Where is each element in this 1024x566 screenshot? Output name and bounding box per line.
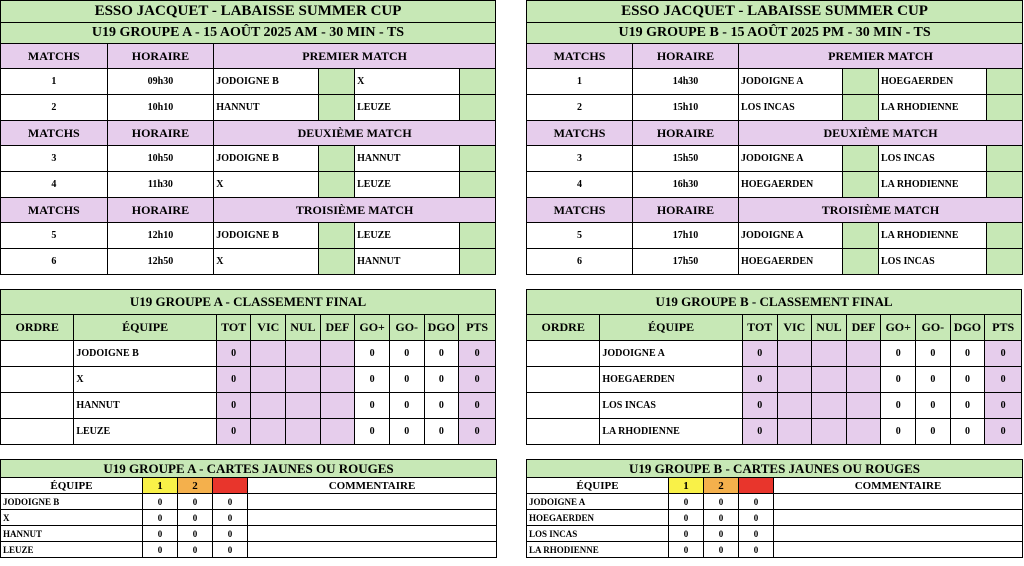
tournament-title: ESSO JACQUET - LABAISSE SUMMER CUP bbox=[1, 1, 496, 23]
match-number: 3 bbox=[527, 146, 633, 172]
rank-cell[interactable] bbox=[1, 367, 74, 393]
home-team: HANNUT bbox=[214, 95, 319, 121]
tot-value: 0 bbox=[742, 341, 777, 367]
match-time: 17h50 bbox=[633, 249, 739, 275]
rank-cell[interactable] bbox=[1, 419, 74, 445]
home-team: HOEGAERDEN bbox=[739, 249, 843, 275]
pts-value: 0 bbox=[459, 341, 496, 367]
col-pts: PTS bbox=[459, 315, 496, 341]
standings-row bbox=[527, 341, 1022, 367]
comment-cell[interactable] bbox=[774, 494, 1023, 510]
standings-row bbox=[1, 341, 496, 367]
team-name: HANNUT bbox=[74, 393, 217, 419]
away-team: LOS INCAS bbox=[879, 146, 987, 172]
nul-value bbox=[286, 393, 321, 419]
col-vic: VIC bbox=[251, 315, 286, 341]
away-score-cell[interactable] bbox=[987, 172, 1023, 198]
cards-header bbox=[1, 478, 497, 494]
yellow-card-2-header: 2 bbox=[178, 478, 213, 494]
home-score-cell[interactable] bbox=[843, 69, 879, 95]
col-equipe: ÉQUIPE bbox=[74, 315, 217, 341]
match-row bbox=[1, 95, 496, 121]
tot-value: 0 bbox=[216, 341, 251, 367]
away-score-cell[interactable] bbox=[987, 249, 1023, 275]
team-name: HOEGAERDEN bbox=[600, 367, 743, 393]
col-horaire: HORAIRE bbox=[107, 121, 214, 146]
yellow-1-count: 0 bbox=[669, 542, 704, 558]
away-score-cell[interactable] bbox=[987, 146, 1023, 172]
pts-value: 0 bbox=[985, 367, 1022, 393]
match-number: 6 bbox=[527, 249, 633, 275]
pts-value: 0 bbox=[985, 341, 1022, 367]
vic-value bbox=[251, 341, 286, 367]
cards-row bbox=[1, 542, 497, 558]
go-minus-value: 0 bbox=[389, 393, 424, 419]
dgo-value: 0 bbox=[950, 341, 985, 367]
away-team: LA RHODIENNE bbox=[879, 172, 987, 198]
col-horaire: HORAIRE bbox=[633, 121, 739, 146]
cards-row bbox=[1, 526, 497, 542]
col-team: ÉQUIPE bbox=[527, 478, 669, 494]
col-matchs: MATCHS bbox=[527, 121, 633, 146]
round-header bbox=[527, 198, 1023, 223]
match-row bbox=[527, 69, 1023, 95]
match-time: 11h30 bbox=[107, 172, 214, 198]
def-value bbox=[320, 419, 355, 445]
rank-cell[interactable] bbox=[527, 419, 600, 445]
round-header bbox=[1, 198, 496, 223]
away-team: HANNUT bbox=[355, 146, 460, 172]
away-score-cell[interactable] bbox=[459, 146, 495, 172]
team-name: JODOIGNE A bbox=[600, 341, 743, 367]
col-ordre: ORDRE bbox=[1, 315, 74, 341]
yellow-card-1-header: 1 bbox=[143, 478, 178, 494]
vic-value bbox=[251, 393, 286, 419]
red-count: 0 bbox=[213, 542, 248, 558]
comment-cell[interactable] bbox=[774, 510, 1023, 526]
col-go-minus: GO- bbox=[916, 315, 951, 341]
go-plus-value: 0 bbox=[355, 419, 390, 445]
pts-value: 0 bbox=[459, 419, 496, 445]
yellow-2-count: 0 bbox=[178, 510, 213, 526]
match-time: 15h10 bbox=[633, 95, 739, 121]
tot-value: 0 bbox=[216, 393, 251, 419]
yellow-2-count: 0 bbox=[704, 510, 739, 526]
schedule-table bbox=[526, 0, 1023, 275]
red-count: 0 bbox=[213, 510, 248, 526]
home-team: X bbox=[214, 172, 319, 198]
away-team: LA RHODIENNE bbox=[879, 223, 987, 249]
rank-cell[interactable] bbox=[527, 393, 600, 419]
yellow-2-count: 0 bbox=[178, 494, 213, 510]
home-score-cell[interactable] bbox=[843, 95, 879, 121]
match-row bbox=[527, 95, 1023, 121]
red-count: 0 bbox=[213, 494, 248, 510]
col-matchs: MATCHS bbox=[1, 44, 108, 69]
cards-row bbox=[527, 494, 1023, 510]
yellow-2-count: 0 bbox=[178, 526, 213, 542]
cards-row bbox=[1, 510, 497, 526]
tot-value: 0 bbox=[216, 367, 251, 393]
group-b-panel bbox=[526, 0, 1022, 566]
home-score-cell[interactable] bbox=[843, 146, 879, 172]
schedule-table bbox=[0, 0, 496, 275]
match-row bbox=[527, 249, 1023, 275]
def-value bbox=[320, 341, 355, 367]
red-card-header bbox=[739, 478, 774, 494]
round-header bbox=[527, 121, 1023, 146]
standings-row bbox=[1, 419, 496, 445]
away-score-cell[interactable] bbox=[459, 69, 495, 95]
team-name: HANNUT bbox=[1, 526, 143, 542]
col-tot: TOT bbox=[742, 315, 777, 341]
vic-value bbox=[777, 419, 812, 445]
go-plus-value: 0 bbox=[355, 393, 390, 419]
match-row bbox=[527, 172, 1023, 198]
go-minus-value: 0 bbox=[916, 341, 951, 367]
dgo-value: 0 bbox=[950, 393, 985, 419]
match-number: 2 bbox=[527, 95, 633, 121]
home-team: LOS INCAS bbox=[739, 95, 843, 121]
nul-value bbox=[812, 341, 847, 367]
match-number: 4 bbox=[527, 172, 633, 198]
match-number: 4 bbox=[1, 172, 108, 198]
home-team: X bbox=[214, 249, 319, 275]
standings-row bbox=[527, 393, 1022, 419]
yellow-2-count: 0 bbox=[704, 526, 739, 542]
match-number: 6 bbox=[1, 249, 108, 275]
away-score-cell[interactable] bbox=[987, 69, 1023, 95]
col-go-plus: GO+ bbox=[355, 315, 390, 341]
group-subtitle: U19 GROUPE B - 15 AOÛT 2025 PM - 30 MIN - TS bbox=[527, 23, 1023, 44]
dgo-value: 0 bbox=[424, 341, 459, 367]
col-def: DEF bbox=[320, 315, 355, 341]
away-team: LEUZE bbox=[355, 95, 460, 121]
cards-row bbox=[527, 542, 1023, 558]
team-name: JODOIGNE B bbox=[1, 494, 143, 510]
home-score-cell[interactable] bbox=[318, 249, 354, 275]
round-header bbox=[1, 44, 496, 69]
match-number: 5 bbox=[527, 223, 633, 249]
comment-cell[interactable] bbox=[248, 526, 497, 542]
match-time: 12h10 bbox=[107, 223, 214, 249]
away-team: X bbox=[355, 69, 460, 95]
team-name: JODOIGNE A bbox=[527, 494, 669, 510]
rank-cell[interactable] bbox=[527, 341, 600, 367]
yellow-card-2-header: 2 bbox=[704, 478, 739, 494]
comment-cell[interactable] bbox=[248, 494, 497, 510]
team-name: LA RHODIENNE bbox=[600, 419, 743, 445]
pts-value: 0 bbox=[985, 419, 1022, 445]
col-go-minus: GO- bbox=[389, 315, 424, 341]
col-horaire: HORAIRE bbox=[633, 44, 739, 69]
away-score-cell[interactable] bbox=[459, 95, 495, 121]
yellow-1-count: 0 bbox=[143, 494, 178, 510]
col-dgo: DGO bbox=[424, 315, 459, 341]
go-plus-value: 0 bbox=[881, 419, 916, 445]
col-matchs: MATCHS bbox=[1, 121, 108, 146]
home-score-cell[interactable] bbox=[843, 223, 879, 249]
standings-row bbox=[527, 419, 1022, 445]
standings-row bbox=[1, 367, 496, 393]
match-number: 1 bbox=[527, 69, 633, 95]
def-value bbox=[320, 393, 355, 419]
cards-row bbox=[527, 510, 1023, 526]
rank-cell[interactable] bbox=[1, 393, 74, 419]
home-score-cell[interactable] bbox=[318, 146, 354, 172]
dgo-value: 0 bbox=[950, 367, 985, 393]
away-team: LOS INCAS bbox=[879, 249, 987, 275]
match-number: 2 bbox=[1, 95, 108, 121]
def-value bbox=[846, 341, 881, 367]
team-name: LOS INCAS bbox=[600, 393, 743, 419]
team-name: X bbox=[1, 510, 143, 526]
standings-row bbox=[527, 367, 1022, 393]
col-team: ÉQUIPE bbox=[1, 478, 143, 494]
match-row bbox=[1, 223, 496, 249]
match-row bbox=[1, 172, 496, 198]
red-card-header bbox=[213, 478, 248, 494]
home-team: JODOIGNE A bbox=[739, 69, 843, 95]
standings-header bbox=[527, 315, 1022, 341]
red-count: 0 bbox=[213, 526, 248, 542]
home-team: JODOIGNE A bbox=[739, 146, 843, 172]
home-score-cell[interactable] bbox=[318, 172, 354, 198]
vic-value bbox=[251, 419, 286, 445]
tot-value: 0 bbox=[216, 419, 251, 445]
vic-value bbox=[777, 393, 812, 419]
away-team: HOEGAERDEN bbox=[879, 69, 987, 95]
dgo-value: 0 bbox=[950, 419, 985, 445]
round-title: TROISIÈME MATCH bbox=[739, 198, 1023, 223]
col-go-plus: GO+ bbox=[881, 315, 916, 341]
round-title: TROISIÈME MATCH bbox=[214, 198, 496, 223]
rank-cell[interactable] bbox=[527, 367, 600, 393]
red-count: 0 bbox=[739, 542, 774, 558]
go-plus-value: 0 bbox=[881, 341, 916, 367]
standings-header bbox=[1, 315, 496, 341]
tot-value: 0 bbox=[742, 367, 777, 393]
home-score-cell[interactable] bbox=[318, 69, 354, 95]
match-time: 16h30 bbox=[633, 172, 739, 198]
away-team: LA RHODIENNE bbox=[879, 95, 987, 121]
vic-value bbox=[251, 367, 286, 393]
nul-value bbox=[286, 367, 321, 393]
cards-table bbox=[0, 459, 497, 558]
match-time: 10h10 bbox=[107, 95, 214, 121]
match-number: 3 bbox=[1, 146, 108, 172]
match-row bbox=[1, 69, 496, 95]
round-header bbox=[1, 121, 496, 146]
go-plus-value: 0 bbox=[355, 341, 390, 367]
red-count: 0 bbox=[739, 526, 774, 542]
away-score-cell[interactable] bbox=[459, 172, 495, 198]
yellow-1-count: 0 bbox=[143, 542, 178, 558]
yellow-2-count: 0 bbox=[178, 542, 213, 558]
standings-table bbox=[0, 289, 496, 445]
comment-cell[interactable] bbox=[248, 542, 497, 558]
standings-title: U19 GROUPE A - CLASSEMENT FINAL bbox=[1, 290, 496, 315]
away-score-cell[interactable] bbox=[987, 95, 1023, 121]
nul-value bbox=[286, 419, 321, 445]
go-minus-value: 0 bbox=[916, 419, 951, 445]
col-comment: COMMENTAIRE bbox=[248, 478, 497, 494]
match-row bbox=[1, 249, 496, 275]
tournament-title: ESSO JACQUET - LABAISSE SUMMER CUP bbox=[527, 1, 1023, 23]
nul-value bbox=[286, 341, 321, 367]
go-plus-value: 0 bbox=[881, 393, 916, 419]
cards-title: U19 GROUPE A - CARTES JAUNES OU ROUGES bbox=[1, 460, 497, 478]
pts-value: 0 bbox=[459, 367, 496, 393]
go-minus-value: 0 bbox=[389, 419, 424, 445]
col-matchs: MATCHS bbox=[527, 44, 633, 69]
match-row bbox=[1, 146, 496, 172]
dgo-value: 0 bbox=[424, 367, 459, 393]
match-time: 15h50 bbox=[633, 146, 739, 172]
col-equipe: ÉQUIPE bbox=[600, 315, 743, 341]
home-team: JODOIGNE B bbox=[214, 223, 319, 249]
pts-value: 0 bbox=[459, 393, 496, 419]
cards-header bbox=[527, 478, 1023, 494]
team-name: LOS INCAS bbox=[527, 526, 669, 542]
round-title: DEUXIÈME MATCH bbox=[214, 121, 496, 146]
col-nul: NUL bbox=[812, 315, 847, 341]
team-name: X bbox=[74, 367, 217, 393]
red-count: 0 bbox=[739, 510, 774, 526]
home-team: JODOIGNE A bbox=[739, 223, 843, 249]
col-horaire: HORAIRE bbox=[107, 198, 214, 223]
col-matchs: MATCHS bbox=[1, 198, 108, 223]
yellow-1-count: 0 bbox=[143, 510, 178, 526]
cards-title: U19 GROUPE B - CARTES JAUNES OU ROUGES bbox=[527, 460, 1023, 478]
home-score-cell[interactable] bbox=[843, 172, 879, 198]
match-time: 12h50 bbox=[107, 249, 214, 275]
match-number: 1 bbox=[1, 69, 108, 95]
yellow-1-count: 0 bbox=[143, 526, 178, 542]
match-time: 14h30 bbox=[633, 69, 739, 95]
yellow-2-count: 0 bbox=[704, 542, 739, 558]
tot-value: 0 bbox=[742, 393, 777, 419]
def-value bbox=[320, 367, 355, 393]
home-score-cell[interactable] bbox=[318, 223, 354, 249]
home-score-cell[interactable] bbox=[318, 95, 354, 121]
match-time: 17h10 bbox=[633, 223, 739, 249]
nul-value bbox=[812, 367, 847, 393]
pts-value: 0 bbox=[985, 393, 1022, 419]
col-comment: COMMENTAIRE bbox=[774, 478, 1023, 494]
match-time: 09h30 bbox=[107, 69, 214, 95]
match-row bbox=[527, 146, 1023, 172]
go-minus-value: 0 bbox=[389, 367, 424, 393]
def-value bbox=[846, 367, 881, 393]
col-pts: PTS bbox=[985, 315, 1022, 341]
vic-value bbox=[777, 367, 812, 393]
yellow-2-count: 0 bbox=[704, 494, 739, 510]
round-title: PREMIER MATCH bbox=[739, 44, 1023, 69]
nul-value bbox=[812, 419, 847, 445]
yellow-1-count: 0 bbox=[669, 510, 704, 526]
col-tot: TOT bbox=[216, 315, 251, 341]
col-def: DEF bbox=[846, 315, 881, 341]
yellow-1-count: 0 bbox=[669, 526, 704, 542]
match-row bbox=[527, 223, 1023, 249]
away-score-cell[interactable] bbox=[987, 223, 1023, 249]
away-score-cell[interactable] bbox=[459, 249, 495, 275]
away-score-cell[interactable] bbox=[459, 223, 495, 249]
round-title: DEUXIÈME MATCH bbox=[739, 121, 1023, 146]
go-plus-value: 0 bbox=[355, 367, 390, 393]
round-header bbox=[527, 44, 1023, 69]
def-value bbox=[846, 419, 881, 445]
comment-cell[interactable] bbox=[248, 510, 497, 526]
home-team: JODOIGNE B bbox=[214, 69, 319, 95]
col-horaire: HORAIRE bbox=[107, 44, 214, 69]
cards-table bbox=[526, 459, 1023, 558]
go-minus-value: 0 bbox=[916, 367, 951, 393]
go-plus-value: 0 bbox=[881, 367, 916, 393]
match-number: 5 bbox=[1, 223, 108, 249]
standings-row bbox=[1, 393, 496, 419]
col-matchs: MATCHS bbox=[527, 198, 633, 223]
home-team: HOEGAERDEN bbox=[739, 172, 843, 198]
team-name: HOEGAERDEN bbox=[527, 510, 669, 526]
rank-cell[interactable] bbox=[1, 341, 74, 367]
yellow-card-1-header: 1 bbox=[669, 478, 704, 494]
match-time: 10h50 bbox=[107, 146, 214, 172]
away-team: LEUZE bbox=[355, 172, 460, 198]
col-vic: VIC bbox=[777, 315, 812, 341]
away-team: LEUZE bbox=[355, 223, 460, 249]
team-name: LA RHODIENNE bbox=[527, 542, 669, 558]
go-minus-value: 0 bbox=[389, 341, 424, 367]
home-team: JODOIGNE B bbox=[214, 146, 319, 172]
col-dgo: DGO bbox=[950, 315, 985, 341]
vic-value bbox=[777, 341, 812, 367]
comment-cell[interactable] bbox=[774, 542, 1023, 558]
standings-title: U19 GROUPE B - CLASSEMENT FINAL bbox=[527, 290, 1022, 315]
cards-row bbox=[1, 494, 497, 510]
team-name: LEUZE bbox=[1, 542, 143, 558]
team-name: JODOIGNE B bbox=[74, 341, 217, 367]
go-minus-value: 0 bbox=[916, 393, 951, 419]
standings-table bbox=[526, 289, 1022, 445]
cards-row bbox=[527, 526, 1023, 542]
group-subtitle: U19 GROUPE A - 15 AOÛT 2025 AM - 30 MIN - TS bbox=[1, 23, 496, 44]
group-a-panel bbox=[0, 0, 496, 566]
comment-cell[interactable] bbox=[774, 526, 1023, 542]
red-count: 0 bbox=[739, 494, 774, 510]
home-score-cell[interactable] bbox=[843, 249, 879, 275]
nul-value bbox=[812, 393, 847, 419]
team-name: LEUZE bbox=[74, 419, 217, 445]
def-value bbox=[846, 393, 881, 419]
yellow-1-count: 0 bbox=[669, 494, 704, 510]
dgo-value: 0 bbox=[424, 393, 459, 419]
dgo-value: 0 bbox=[424, 419, 459, 445]
col-ordre: ORDRE bbox=[527, 315, 600, 341]
col-nul: NUL bbox=[286, 315, 321, 341]
round-title: PREMIER MATCH bbox=[214, 44, 496, 69]
tot-value: 0 bbox=[742, 419, 777, 445]
away-team: HANNUT bbox=[355, 249, 460, 275]
col-horaire: HORAIRE bbox=[633, 198, 739, 223]
